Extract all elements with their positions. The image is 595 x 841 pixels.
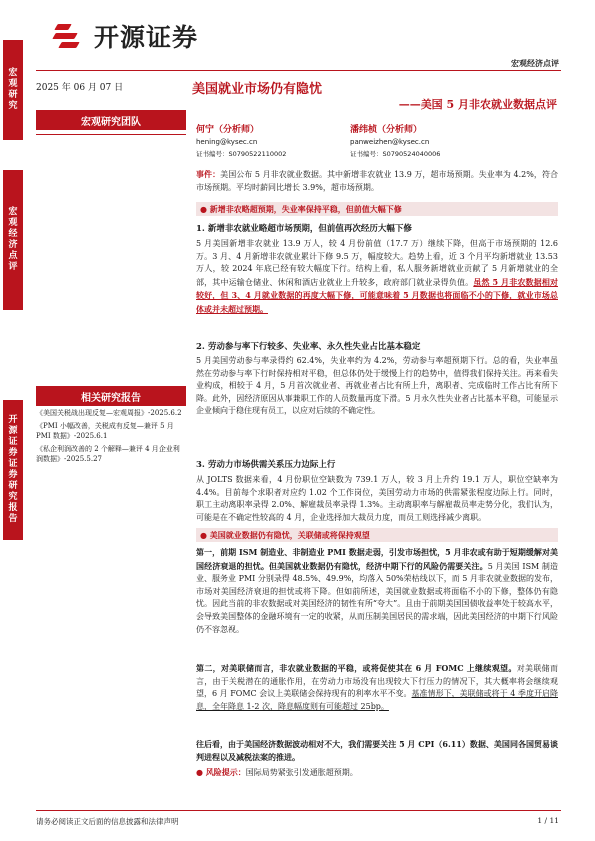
event-label: 事件： [196, 169, 221, 179]
side-label-securities-report: 开源证券 证券研究报告 [3, 400, 23, 540]
side-label-macro-research: 宏观研究 [3, 40, 23, 140]
event-text: 美国公布 5 月非农就业数据。其中新增非农就业 13.9 万，超市场预期。失业率为 4.2%，符合市场预期。平均时薪同比增长 3.9%，超市场预期。 [196, 170, 558, 192]
report-title: 美国就业市场仍有隐忧 [192, 82, 323, 97]
side-strip [0, 0, 26, 841]
body-paragraph: 从 JOLTS 数据来看，4 月份职位空缺数为 739.1 万人，较 3 月上升约 19.1 万人，职位空缺率为 4.4%。目前每个求职者对应约 1.02 个工作岗位，美国劳动力市场的供需紧张程度边际上行。同时，职工主动离职率录得 2.0%、解雇裁员率录得 1.3%。主动离职率与解雇裁员率走势分化，我们认为，可能是在不确定性较高的 4 月，企业选择加大裁员力度，而员工则选择减少离职。 [196, 475, 558, 522]
report-subtitle: ——美国 5 月非农就业数据点评 [398, 98, 557, 111]
brand-name: 开源证券 [94, 23, 199, 52]
body-paragraph: 5 月美国劳动参与率录得约 62.4%，失业率约为 4.2%，劳动参与率超预期下行。总的看，失业率虽然在劳动参与率下行时保持相对平稳，但总体仍处于缓慢上行的趋势中，值得我们保持关注。再来看失业构成，相较于 4 月，5 月首次就业者、再就业者占比有所上升，离职者、完成临时工作占比有所下降。此外，因经济原因从事兼职工作的人员数量再度下滑。5 月永久性失业者占比基本平稳，可能显示企业倾向于稳住现有员工，以应对后续的不确定性。 [196, 356, 558, 416]
body-lead: 第一，前期 ISM 制造业、非制造业 PMI 数据走弱，引发市场担忧，5 月非农或有助于短期缓解对美国经济衰退的担忧。但美国就业数据仍有隐忧，经济中期下行的风险仍需要关注。 [196, 547, 558, 571]
doc-type: 宏观经济点评 [511, 58, 559, 68]
risk-paragraph [196, 766, 558, 780]
analyst-card [196, 124, 286, 160]
risk-text: 国际局势紧张引发通胀超预期。 [245, 768, 358, 777]
section-bar-text: 新增非农略超预期，失业率保持平稳，但前值大幅下修 [209, 204, 402, 214]
analyst-name: 何宁（分析师） [196, 125, 260, 135]
analyst-name: 潘纬桢（分析师） [350, 125, 423, 135]
body-paragraph [196, 238, 558, 317]
body-text: 5 月美国 ISM 制造业、服务业 PMI 分别录得 48.5%、49.9%，均落入 50%荣枯线以下，而 5 月非农就业数据的发布，市场对美国经济衰退的担忧或将下降。但如前所述，美国就业数据或将面临不小的下修，整体仍有隐忧。因此当前的非农数据或对美国经济的韧性有所“夸大”。且由于前期美国国债收益率处于较高水平，会导致美国整体的金融环境有一定的收紧，从而压制美国居民的需求端，因此美国经济的中期下行风险仍不容忽视。 [196, 561, 558, 634]
report-date: 2025 年 06 月 07 日 [36, 83, 124, 93]
risk-label: ● 风险提示： [196, 767, 246, 777]
body-lead: 第二，对美联储而言，非农就业数据的平稳，或将促使其在 6 月 FOMC 上继续观望。 [196, 663, 517, 673]
footer-divider [36, 810, 561, 811]
body-highlight: 虽然 5 月非农数据相对较好，但 3、4 月就业数据的再度大幅下修，可能意味着 5 月数据也将面临不小的下修，就业市场总体或并未超过预期。 [196, 276, 558, 314]
analyst-email[interactable]: hening@kysec.cn [196, 138, 258, 146]
related-reports-list [36, 408, 186, 465]
related-report-link[interactable]: 《PMI 小幅改善，关税成有反复—兼评 5 月 PMI 数据》-2025.6.1 [36, 421, 174, 440]
body-text: 对美联储而言，由于关税潜在的通胀作用，在劳动力市场没有出现较大下行压力的情况下，其大概率将会继续观望，6 月 FOMC 会议上美联储会保持现有的利率水平不变。 [196, 664, 558, 699]
body-paragraph [196, 546, 558, 636]
body-text: 5 月美国新增非农就业 13.9 万人，较 4 月份前值（17.7 万）继续下降，但高于市场预期的 12.6 万。3 月、4 月新增非农就业累计下修 9.5 万，幅度较大。趋势上看，近 3 个月平均新增就业 13.53 万人，较 2024 年底已经有较大幅度下行。结构上看，私人服务新增就业贡献了 5 月新增就业的全部，其中运输仓储业、休闲和酒店业就业上升较多，政府部门就业录得负值。 [196, 239, 558, 287]
left-divider [36, 134, 186, 135]
related-reports-label: 相关研究报告 [36, 386, 186, 406]
body-paragraph: 往后看，由于美国经济数据波动相对不大，我们需要关注 5 月 CPI（6.11）数据、美国同各国贸易谈判进程以及减税法案的推进。 [196, 739, 558, 762]
footer-disclaimer: 请务必阅读正文后面的信息披露和法律声明 [36, 817, 179, 826]
section-heading: 1. 新增非农就业略超市场预期，但前值再次经历大幅下修 [196, 224, 412, 234]
header-divider [36, 70, 561, 71]
analyst-email[interactable]: panweizhen@kysec.cn [350, 138, 430, 146]
logo-mark-icon [52, 21, 90, 51]
section-bar-text: 美国就业数据仍有隐忧，关联储或将保持观望 [209, 530, 370, 540]
body-highlight: 基准情形下，美联储或将于 4 季度开启降息，全年降息 1-2 次，降息幅度则有可能超过 25bp。 [196, 689, 558, 711]
page-number: 1 / 11 [537, 816, 559, 825]
analyst-cert: 证书编号：S0790522110002 [196, 150, 287, 158]
brand-logo [52, 18, 198, 54]
analyst-cert: 证书编号：S0790524040006 [350, 150, 441, 158]
event-paragraph [196, 168, 558, 194]
section-heading: 2. 劳动参与率下行较多、失业率、永久性失业占比基本稳定 [196, 342, 421, 352]
team-label: 宏观研究团队 [36, 110, 186, 130]
section-bar: ● 新增非农略超预期，失业率保持平稳，但前值大幅下修 [196, 202, 558, 216]
related-report-link[interactable]: 《美国关税战出现反复—宏观周报》-2025.6.2 [36, 409, 182, 417]
section-heading: 3. 劳动力市场供需关系压力边际上行 [196, 460, 336, 470]
section-bar: ● 美国就业数据仍有隐忧，关联储或将保持观望 [196, 528, 558, 542]
analyst-card [350, 124, 440, 160]
body-paragraph [196, 662, 558, 713]
side-label-macro-commentary: 宏观经济点评 [3, 170, 23, 310]
related-report-link[interactable]: 《私企利润改善的 2 个解释—兼评 4 月企业利润数据》-2025.5.27 [36, 444, 180, 463]
